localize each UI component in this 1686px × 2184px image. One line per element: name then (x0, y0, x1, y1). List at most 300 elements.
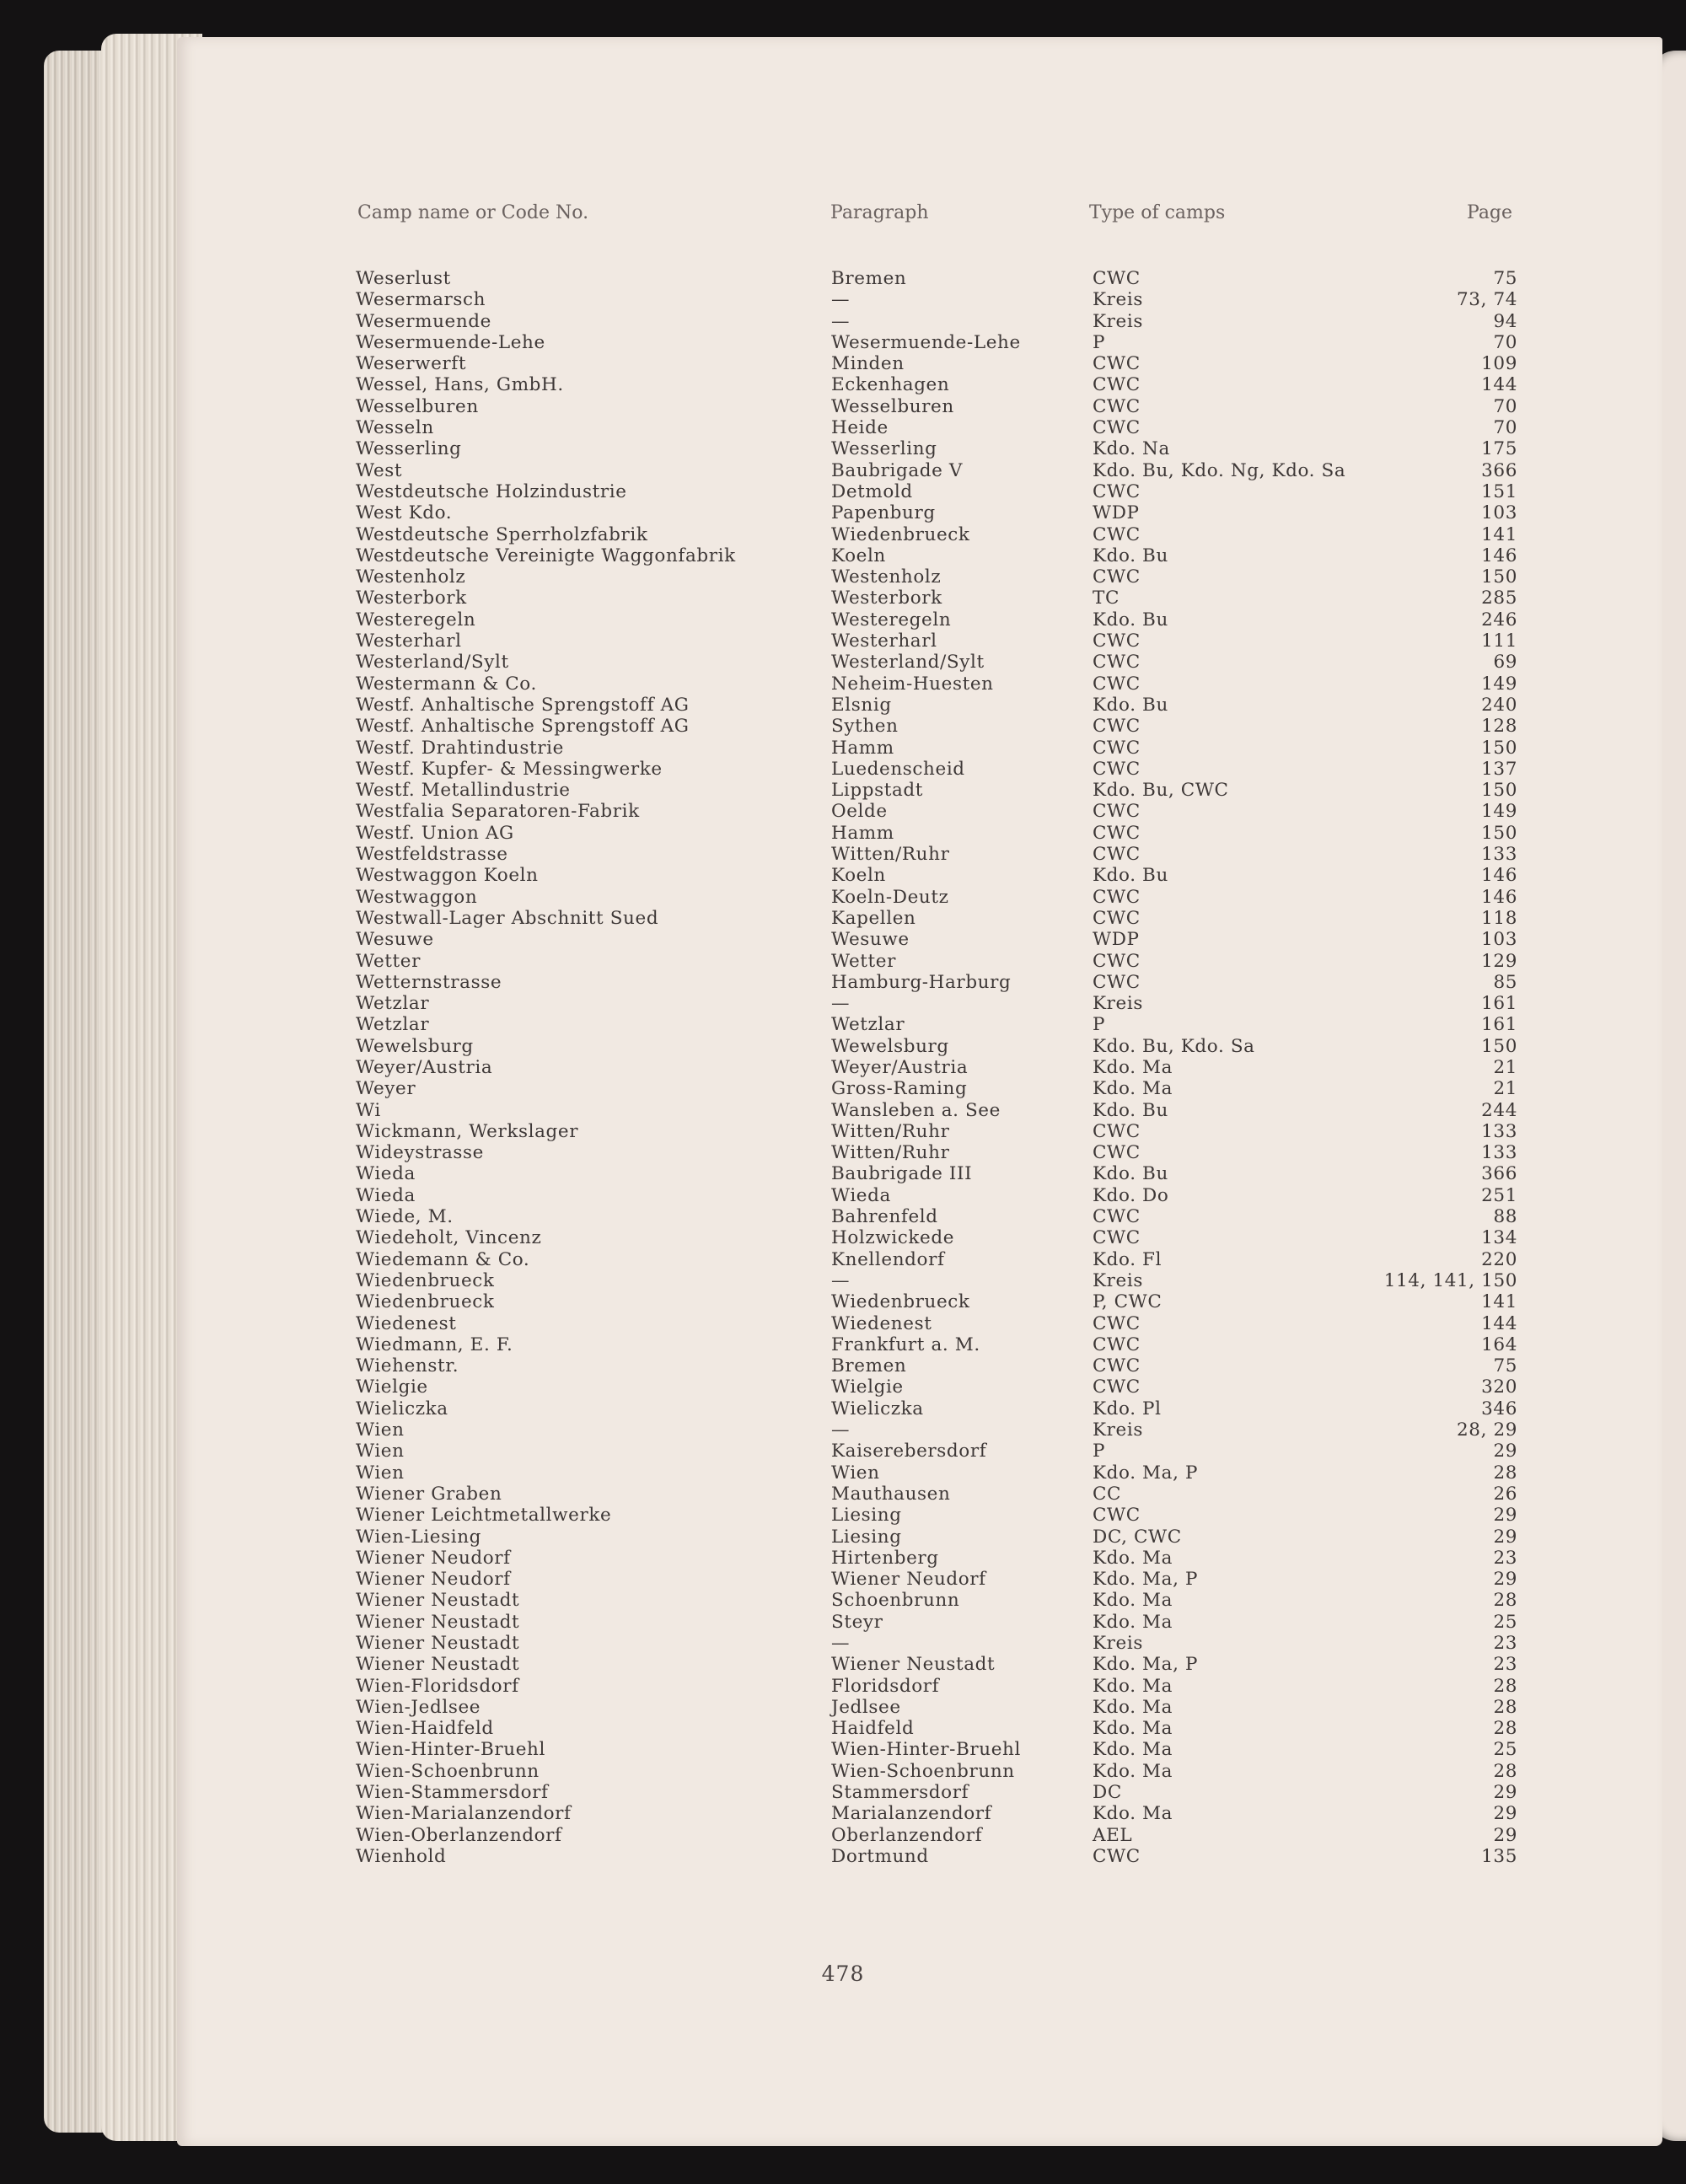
paragraph-cell: Wesselburen (831, 395, 954, 417)
camp-type-cell: Kdo. Bu (1093, 1163, 1168, 1185)
camp-name-cell: Wiedenbrueck (356, 1291, 495, 1313)
camp-type-cell: Kreis (1093, 993, 1143, 1015)
camp-type-cell: CWC (1093, 737, 1141, 759)
page-ref-cell: 150 (1481, 780, 1517, 802)
paragraph-cell: Floridsdorf (831, 1675, 940, 1697)
paragraph-cell: Wieliczka (831, 1398, 924, 1419)
paragraph-cell: Witten/Ruhr (831, 1142, 950, 1164)
camp-type-cell: CWC (1093, 1227, 1141, 1249)
camp-type-cell: Kreis (1093, 1269, 1143, 1291)
camp-name-cell: Wetzlar (356, 1014, 430, 1036)
page-ref-cell: 69 (1493, 652, 1517, 673)
page-ref-cell: 175 (1481, 438, 1517, 460)
paragraph-cell: Dortmund (831, 1845, 929, 1867)
camp-type-cell: CC (1093, 1483, 1122, 1505)
camp-name-cell: Wiener Neudorf (356, 1569, 511, 1591)
camp-type-cell: Kdo. Ma (1093, 1696, 1173, 1718)
paragraph-cell: Weyer/Austria (831, 1056, 969, 1078)
camp-type-cell: CWC (1093, 1142, 1141, 1164)
table-row (0, 396, 1686, 417)
page-ref-cell: 366 (1481, 459, 1517, 481)
page-ref-cell: 151 (1481, 480, 1517, 502)
table-row (0, 1590, 1686, 1611)
camp-type-cell: Kdo. Fl (1093, 1248, 1162, 1270)
camp-type-cell: Kdo. Ma (1093, 1611, 1173, 1633)
camp-type-cell: Kdo. Ma (1093, 1718, 1173, 1740)
table-row (0, 332, 1686, 353)
paragraph-cell: Westerbork (831, 588, 942, 609)
page-ref-cell: 29 (1493, 1803, 1517, 1825)
page-ref-cell: 133 (1481, 1142, 1517, 1164)
table-row (0, 1376, 1686, 1398)
table-row (0, 1057, 1686, 1078)
paragraph-cell: Wiedenbrueck (831, 1291, 970, 1313)
camp-type-cell: Kdo. Bu, CWC (1093, 780, 1229, 802)
camp-type-cell: Kdo. Do (1093, 1184, 1169, 1206)
camp-name-cell: Weyer/Austria (356, 1056, 493, 1078)
camp-name-cell: Wiener Neustadt (356, 1611, 520, 1633)
page-ref-cell: 135 (1481, 1845, 1517, 1867)
page-ref-cell: 149 (1481, 801, 1517, 823)
page-ref-cell: 161 (1481, 993, 1517, 1015)
table-row (0, 268, 1686, 289)
table-row (0, 1612, 1686, 1633)
camp-type-cell: CWC (1093, 268, 1141, 289)
camp-name-cell: Wiedmann, E. F. (356, 1333, 513, 1355)
page-ref-cell: 28 (1493, 1462, 1517, 1484)
page-ref-cell: 25 (1493, 1739, 1517, 1761)
paragraph-cell: Koeln (831, 545, 886, 566)
page-ref-cell: 346 (1481, 1398, 1517, 1419)
page-ref-cell: 28 (1493, 1718, 1517, 1740)
page-ref-cell: 75 (1493, 1355, 1517, 1377)
camp-name-cell: Wesseln (356, 417, 434, 439)
page-ref-cell: 70 (1493, 417, 1517, 439)
camp-type-cell: Kdo. Ma, P (1093, 1569, 1199, 1591)
camp-name-cell: Westerbork (356, 588, 467, 609)
page-number: 478 (821, 1961, 865, 1986)
camp-type-cell: CWC (1093, 1312, 1141, 1334)
table-row (0, 652, 1686, 673)
page-ref-cell: 146 (1481, 865, 1517, 887)
page-ref-cell: 150 (1481, 1035, 1517, 1057)
table-row (0, 588, 1686, 609)
paragraph-cell: Baubrigade III (831, 1163, 973, 1185)
camp-type-cell: P (1093, 1014, 1106, 1036)
camp-name-cell: Weyer (356, 1078, 416, 1100)
paragraph-cell: Wiener Neustadt (831, 1654, 996, 1676)
paragraph-cell: Sythen (831, 716, 899, 738)
page-ref-cell: 75 (1493, 268, 1517, 289)
table-row (0, 780, 1686, 801)
camp-name-cell: Wiener Neustadt (356, 1590, 520, 1612)
page-ref-cell: 320 (1481, 1376, 1517, 1398)
paragraph-cell: Bremen (831, 1355, 907, 1377)
camp-type-cell: P (1093, 1441, 1106, 1462)
table-row (0, 1654, 1686, 1675)
camp-name-cell: Wetter (356, 950, 421, 972)
camp-name-cell: Wickmann, Werkslager (356, 1120, 579, 1142)
camp-type-cell: WDP (1093, 929, 1140, 951)
page-ref-cell: 118 (1481, 907, 1517, 929)
table-row (0, 545, 1686, 566)
page-ref-cell: 240 (1481, 694, 1517, 716)
page-ref-cell: 366 (1481, 1163, 1517, 1185)
page-ref-cell: 109 (1481, 353, 1517, 375)
camp-name-cell: Wienhold (356, 1845, 447, 1867)
page-ref-cell: 85 (1493, 971, 1517, 993)
table-row (0, 1846, 1686, 1867)
paragraph-cell: Oelde (831, 801, 888, 823)
paragraph-cell: Mauthausen (831, 1483, 951, 1505)
camp-type-cell: CWC (1093, 673, 1141, 695)
table-row (0, 1739, 1686, 1760)
table-row (0, 801, 1686, 822)
table-row (0, 566, 1686, 588)
camp-name-cell: Wi (356, 1099, 381, 1121)
camp-name-cell: Wewelsburg (356, 1035, 474, 1057)
table-row (0, 438, 1686, 459)
camp-type-cell: P (1093, 331, 1106, 353)
camp-name-cell: Wiedenbrueck (356, 1269, 495, 1291)
paragraph-cell: Kaiserebersdorf (831, 1441, 987, 1462)
table-row (0, 1782, 1686, 1803)
table-row (0, 1313, 1686, 1334)
paragraph-cell: — (831, 1269, 851, 1291)
table-row (0, 481, 1686, 502)
paragraph-cell: Elsnig (831, 694, 892, 716)
paragraph-cell: — (831, 1633, 851, 1654)
paragraph-cell: Wesuwe (831, 929, 910, 951)
camp-name-cell: Wiedemann & Co. (356, 1248, 530, 1270)
camp-type-cell: CWC (1093, 1376, 1141, 1398)
page-ref-cell: 28 (1493, 1590, 1517, 1612)
paragraph-cell: — (831, 310, 851, 332)
camp-type-cell: Kdo. Bu (1093, 865, 1168, 887)
camp-name-cell: Wiener Leichtmetallwerke (356, 1505, 612, 1527)
page-ref-cell: 103 (1481, 502, 1517, 524)
page-ref-cell: 150 (1481, 737, 1517, 759)
page-ref-cell: 29 (1493, 1569, 1517, 1591)
paragraph-cell: Holzwickede (831, 1227, 955, 1249)
table-row (0, 1270, 1686, 1291)
table-row (0, 1227, 1686, 1248)
paragraph-cell: Oberlanzendorf (831, 1824, 983, 1846)
table-row (0, 1676, 1686, 1697)
table-row (0, 609, 1686, 631)
camp-type-cell: CWC (1093, 631, 1141, 652)
table-row (0, 1569, 1686, 1590)
camp-name-cell: Westf. Anhaltische Sprengstoff AG (356, 716, 690, 738)
page-ref-cell: 144 (1481, 1312, 1517, 1334)
page-ref-cell: 26 (1493, 1483, 1517, 1505)
table-row (0, 972, 1686, 993)
camp-name-cell: Wiener Graben (356, 1483, 502, 1505)
camp-type-cell: CWC (1093, 1845, 1141, 1867)
paragraph-cell: Wansleben a. See (831, 1099, 1001, 1121)
page-ref-cell: 29 (1493, 1505, 1517, 1527)
camp-type-cell: CWC (1093, 566, 1141, 588)
paragraph-cell: Luedenscheid (831, 758, 965, 780)
camp-type-cell: WDP (1093, 502, 1140, 524)
camp-name-cell: Westenholz (356, 566, 466, 588)
camp-name-cell: Wesermuende-Lehe (356, 331, 545, 353)
camp-type-cell: Kdo. Ma (1093, 1760, 1173, 1782)
paragraph-cell: Bremen (831, 268, 907, 289)
page-ref-cell: 88 (1493, 1206, 1517, 1228)
page-ref-cell: 29 (1493, 1782, 1517, 1804)
camp-name-cell: Wien-Schoenbrunn (356, 1760, 540, 1782)
table-row (0, 1185, 1686, 1206)
camp-name-cell: Wiedeholt, Vincenz (356, 1227, 542, 1249)
camp-type-cell: CWC (1093, 1120, 1141, 1142)
paragraph-cell: — (831, 1419, 851, 1441)
page-ref-cell: 141 (1481, 523, 1517, 545)
camp-name-cell: Westfeldstrasse (356, 844, 508, 866)
table-row (0, 1548, 1686, 1569)
camp-name-cell: Wieda (356, 1163, 416, 1185)
page-ref-cell: 28 (1493, 1760, 1517, 1782)
table-row (0, 1291, 1686, 1312)
camp-name-cell: Wieliczka (356, 1398, 448, 1419)
camp-type-cell: CWC (1093, 652, 1141, 673)
table-row (0, 524, 1686, 545)
page-ref-cell: 150 (1481, 822, 1517, 844)
table-row (0, 844, 1686, 865)
header-paragraph: Paragraph (830, 202, 929, 223)
paragraph-cell: — (831, 289, 851, 311)
paragraph-cell: Liesing (831, 1505, 902, 1527)
table-row (0, 1334, 1686, 1355)
page-ref-cell: 23 (1493, 1654, 1517, 1676)
table-row (0, 1825, 1686, 1846)
paragraph-cell: Gross-Raming (831, 1078, 968, 1100)
page-ref-cell: 111 (1481, 631, 1517, 652)
paragraph-cell: Lippstadt (831, 780, 923, 802)
camp-type-cell: Kdo. Bu (1093, 1099, 1168, 1121)
table-row (0, 1355, 1686, 1376)
table-row (0, 417, 1686, 438)
camp-type-cell: Kdo. Ma (1093, 1078, 1173, 1100)
paragraph-cell: Frankfurt a. M. (831, 1333, 980, 1355)
page-ref-cell: 133 (1481, 844, 1517, 866)
camp-name-cell: Westfalia Separatoren-Fabrik (356, 801, 640, 823)
paragraph-cell: Baubrigade V (831, 459, 964, 481)
page-ref-cell: 161 (1481, 1014, 1517, 1036)
camp-type-cell: Kdo. Ma (1093, 1803, 1173, 1825)
table-row (0, 908, 1686, 929)
paragraph-cell: Eckenhagen (831, 374, 950, 396)
page-ref-cell: 137 (1481, 758, 1517, 780)
camp-type-cell: DC, CWC (1093, 1526, 1182, 1548)
camp-type-cell: CWC (1093, 1333, 1141, 1355)
camp-name-cell: Wien-Liesing (356, 1526, 482, 1548)
paragraph-cell: Koeln (831, 865, 886, 887)
page-ref-cell: 29 (1493, 1824, 1517, 1846)
camp-name-cell: Westf. Kupfer- & Messingwerke (356, 758, 663, 780)
page-ref-cell: 28, 29 (1457, 1419, 1517, 1441)
page-ref-cell: 134 (1481, 1227, 1517, 1249)
table-row (0, 1249, 1686, 1270)
camp-type-cell: CWC (1093, 801, 1141, 823)
table-row (0, 1100, 1686, 1121)
paragraph-cell: Minden (831, 353, 905, 375)
table-row (0, 1505, 1686, 1526)
table-row (0, 759, 1686, 780)
camp-type-cell: CWC (1093, 1206, 1141, 1228)
paragraph-cell: Wetzlar (831, 1014, 905, 1036)
camp-name-cell: Wien-Floridsdorf (356, 1675, 519, 1697)
camp-type-cell: CWC (1093, 971, 1141, 993)
camp-type-cell: P, CWC (1093, 1291, 1162, 1313)
camp-type-cell: AEL (1093, 1824, 1133, 1846)
page-ref-cell: 244 (1481, 1099, 1517, 1121)
page-ref-cell: 29 (1493, 1526, 1517, 1548)
table-row (0, 1163, 1686, 1184)
page-ref-cell: 28 (1493, 1696, 1517, 1718)
table-row (0, 823, 1686, 844)
camp-type-cell: CWC (1093, 907, 1141, 929)
page-ref-cell: 128 (1481, 716, 1517, 738)
camp-name-cell: Wiehenstr. (356, 1355, 459, 1377)
camp-type-cell: DC (1093, 1782, 1122, 1804)
paragraph-cell: Detmold (831, 480, 913, 502)
camp-type-cell: CWC (1093, 1505, 1141, 1527)
table-row (0, 1441, 1686, 1462)
page-ref-cell: 21 (1493, 1078, 1517, 1100)
camp-name-cell: Wien-Stammersdorf (356, 1782, 549, 1804)
camp-name-cell: Wetzlar (356, 993, 430, 1015)
camp-name-cell: Wieda (356, 1184, 416, 1206)
table-row (0, 1014, 1686, 1035)
camp-name-cell: West (356, 459, 403, 481)
camp-name-cell: Wesermuende (356, 310, 491, 332)
camp-type-cell: Kdo. Ma, P (1093, 1654, 1199, 1676)
paragraph-cell: Steyr (831, 1611, 883, 1633)
paragraph-cell: — (831, 993, 851, 1015)
paragraph-cell: Papenburg (831, 502, 936, 524)
page-ref-cell: 21 (1493, 1056, 1517, 1078)
camp-type-cell: CWC (1093, 950, 1141, 972)
camp-name-cell: Westeregeln (356, 609, 476, 631)
paragraph-cell: Wien (831, 1462, 880, 1484)
camp-name-cell: Westf. Drahtindustrie (356, 737, 564, 759)
camp-type-cell: CWC (1093, 523, 1141, 545)
camp-name-cell: Wien-Marialanzendorf (356, 1803, 572, 1825)
table-row (0, 460, 1686, 481)
camp-name-cell: Wessel, Hans, GmbH. (356, 374, 564, 396)
paragraph-cell: Koeln-Deutz (831, 886, 949, 908)
paragraph-cell: Wielgie (831, 1376, 904, 1398)
camp-name-cell: Wien-Oberlanzendorf (356, 1824, 562, 1846)
paragraph-cell: Wiedenbrueck (831, 523, 970, 545)
paragraph-cell: Haidfeld (831, 1718, 915, 1740)
table-row (0, 502, 1686, 523)
table-row (0, 1206, 1686, 1227)
table-row (0, 289, 1686, 310)
camp-name-cell: Wiener Neustadt (356, 1633, 520, 1654)
camp-type-cell: Kdo. Na (1093, 438, 1170, 460)
table-row (0, 865, 1686, 886)
paragraph-cell: Westenholz (831, 566, 942, 588)
paragraph-cell: Schoenbrunn (831, 1590, 960, 1612)
page-ref-cell: 114, 141, 150 (1383, 1269, 1517, 1291)
paragraph-cell: Wesermuende-Lehe (831, 331, 1021, 353)
camp-type-cell: Kdo. Bu, Kdo. Sa (1093, 1035, 1255, 1057)
camp-name-cell: Westermann & Co. (356, 673, 537, 695)
camp-type-cell: Kdo. Bu (1093, 545, 1168, 566)
camp-name-cell: Westwaggon Koeln (356, 865, 539, 887)
camp-type-cell: Kdo. Bu (1093, 694, 1168, 716)
camp-type-cell: CWC (1093, 417, 1141, 439)
paragraph-cell: Wieda (831, 1184, 891, 1206)
table-row (0, 1121, 1686, 1142)
page-ref-cell: 251 (1481, 1184, 1517, 1206)
camp-type-cell: Kdo. Bu (1093, 609, 1168, 631)
table-row (0, 631, 1686, 652)
camp-type-cell: CWC (1093, 374, 1141, 396)
table-row (0, 929, 1686, 950)
page-ref-cell: 70 (1493, 395, 1517, 417)
table-row (0, 951, 1686, 972)
page-ref-cell: 150 (1481, 566, 1517, 588)
paragraph-cell: Wewelsburg (831, 1035, 949, 1057)
page-ref-cell: 220 (1481, 1248, 1517, 1270)
page-ref-cell: 144 (1481, 374, 1517, 396)
camp-name-cell: Wesuwe (356, 929, 434, 951)
page-ref-cell: 73, 74 (1457, 289, 1517, 311)
paragraph-cell: Stammersdorf (831, 1782, 969, 1804)
table-row (0, 673, 1686, 695)
camp-type-cell: CWC (1093, 395, 1141, 417)
camp-name-cell: Westerland/Sylt (356, 652, 509, 673)
camp-name-cell: Wesermarsch (356, 289, 486, 311)
camp-type-cell: CWC (1093, 822, 1141, 844)
camp-name-cell: Wien (356, 1462, 405, 1484)
table-row (0, 353, 1686, 374)
header-type-of-camps: Type of camps (1089, 202, 1226, 223)
paragraph-cell: Heide (831, 417, 889, 439)
camp-type-cell: Kreis (1093, 289, 1143, 311)
camp-name-cell: Wiede, M. (356, 1206, 454, 1228)
camp-name-cell: Wetternstrasse (356, 971, 502, 993)
camp-name-cell: Wien-Haidfeld (356, 1718, 494, 1740)
camp-name-cell: Westwall-Lager Abschnitt Sued (356, 907, 659, 929)
table-row (0, 1036, 1686, 1057)
paragraph-cell: Jedlsee (831, 1696, 901, 1718)
table-row (0, 695, 1686, 716)
page-ref-cell: 23 (1493, 1633, 1517, 1654)
camp-name-cell: Westf. Anhaltische Sprengstoff AG (356, 694, 690, 716)
paragraph-cell: Westerharl (831, 631, 937, 652)
page-ref-cell: 141 (1481, 1291, 1517, 1313)
table-row (0, 887, 1686, 908)
paragraph-cell: Wetter (831, 950, 896, 972)
camp-name-cell: Westf. Union AG (356, 822, 514, 844)
camp-name-cell: Wideystrasse (356, 1142, 484, 1164)
camp-name-cell: West Kdo. (356, 502, 453, 524)
page-ref-cell: 246 (1481, 609, 1517, 631)
camp-name-cell: Weserwerft (356, 353, 467, 375)
paragraph-cell: Knellendorf (831, 1248, 945, 1270)
camp-type-cell: Kdo. Ma, P (1093, 1462, 1199, 1484)
paragraph-cell: Hirtenberg (831, 1547, 939, 1569)
camp-type-cell: CWC (1093, 1355, 1141, 1377)
table-row (0, 1803, 1686, 1824)
header-page: Page (1467, 202, 1513, 223)
page-ref-cell: 23 (1493, 1547, 1517, 1569)
paragraph-cell: Neheim-Huesten (831, 673, 994, 695)
